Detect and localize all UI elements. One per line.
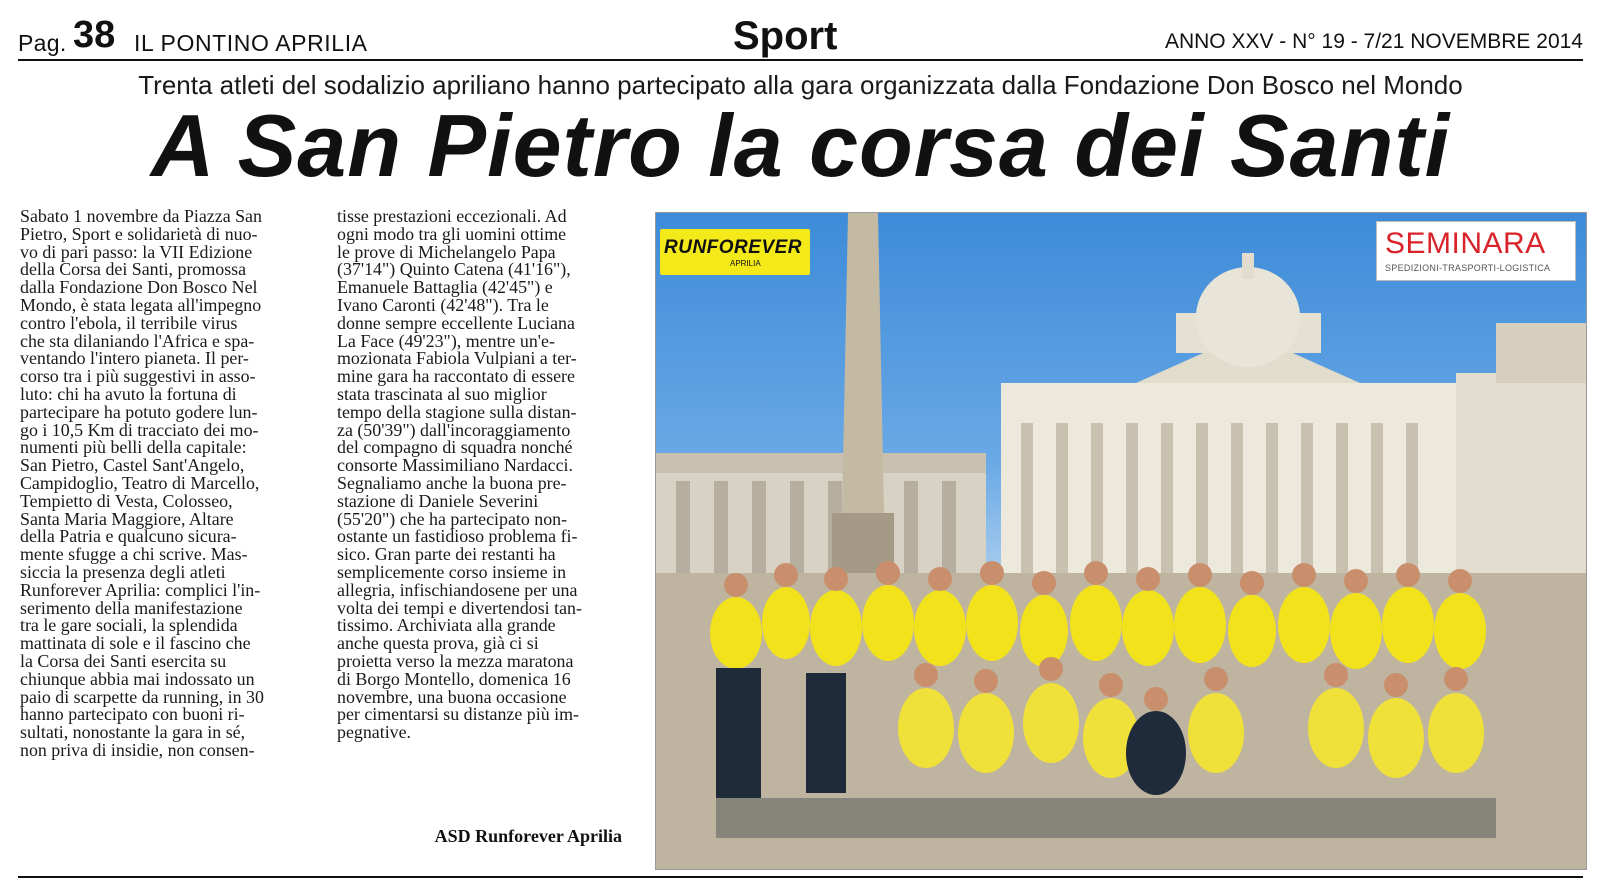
article-column-2: tisse prestazioni eccezionali. Ad ogni modo tra gli uomini ottime le prove di Michelangelo Papa (37'14") Quinto Catena (41'16"), Emanuele Battaglia (42'45") e Ivano Caronti (42'48"). Tra le donne sempre eccellente Luciana La Face (49'23"), mentre un'e- mozionata Fabiola Vulpiani a ter- mine gara ha raccontato di essere stata trascinata al suo miglior tempo della stagione sulla distan- za (50'39") dall'incoraggiamento del compagno di squadra nonché consorte Massimiliano Nardacci. Segnaliamo anche la buona pre- stazione di Daniele Severini (55'20") che ha partecipato non- ostante un fastidioso problema fi- sico. Gran parte dei restanti ha semplicemente corso insieme in allegria, infischiandosene per una volta dei tempi e divertendosi tan- tissimo. Archiviata alla grande anche questa prova, già ci si proietta verso la mezza maratona di Borgo Montello, domenica 16 novembre, una buona occasione per cimentarsi su distanze più im- pegnative.	[337, 206, 582, 743]
group-photo	[655, 212, 1587, 870]
seminara-logo-text: SEMINARA	[1385, 227, 1546, 260]
seminara-logo	[1376, 221, 1576, 281]
article-column-1: Sabato 1 novembre da Piazza San Pietro, Sport e solidarietà di nuo- vo di pari passo: la VII Edizione della Corsa dei Santi, promossa dalla Fondazione Don Bosco Nel Mondo, è stata legata all'impegno contro l'ebola, il terribile virus che sta dilaniando l'Africa e spa- ventando l'intero pianeta. Il per- corso tra i più suggestivi in asso- luto: chi ha avuto la fortuna di partecipare ha potuto godere lun- go i 10,5 Km di tracciato dei mo- numenti più belli della capitale: San Pietro, Castel Sant'Angelo, Campidoglio, Teatro di Marcello, Tempietto di Vesta, Colosseo, Santa Maria Maggiore, Altare della Patria e qualcuno sicura- mente sfugge a chi scrive. Mas- siccia la presenza degli atleti Runforever Aprilia: complici l'in- serimento della manifestazione tra le gare sociali, la splendida mattinata di sole e il fascino che la Corsa dei Santi esercita su chiunque abbia mai indossato un paio di scarpette da running, in 30 hanno partecipato con buoni ri- sultati, nonostante la gara in sé, non priva di insidie, non consen-	[20, 206, 264, 760]
footer-rule	[18, 876, 1583, 878]
palace	[1456, 373, 1586, 573]
newspaper-name: IL PONTINO APRILIA	[134, 30, 368, 56]
runforever-logo-text: RUNFOREVER	[664, 237, 803, 258]
photo-scene	[656, 213, 1586, 869]
issue-info: ANNO XXV - N° 19 - 7/21 NOVEMBRE 2014	[1164, 30, 1583, 53]
article-signature: ASD Runforever Aprilia	[434, 826, 622, 846]
seminara-logo-sub: SPEDIZIONI-TRASPORTI-LOGISTICA	[1385, 263, 1551, 273]
runforever-logo-sub: APRILIA	[730, 259, 761, 268]
section-title: Sport	[733, 14, 838, 58]
page-number: 38	[73, 14, 116, 56]
article-headline: A San Pietro la corsa dei Santi	[150, 96, 1451, 195]
obelisk	[842, 213, 884, 513]
page-label: Pag.	[18, 30, 67, 56]
basilica	[1001, 253, 1456, 573]
runforever-logo	[660, 229, 810, 275]
page-header	[18, 14, 1583, 60]
header-rule	[18, 59, 1583, 61]
article-kicker: Trenta atleti del sodalizio apriliano hanno partecipato alla gara organizzata dalla Fondazione Don Bosco nel Mondo	[138, 70, 1463, 100]
